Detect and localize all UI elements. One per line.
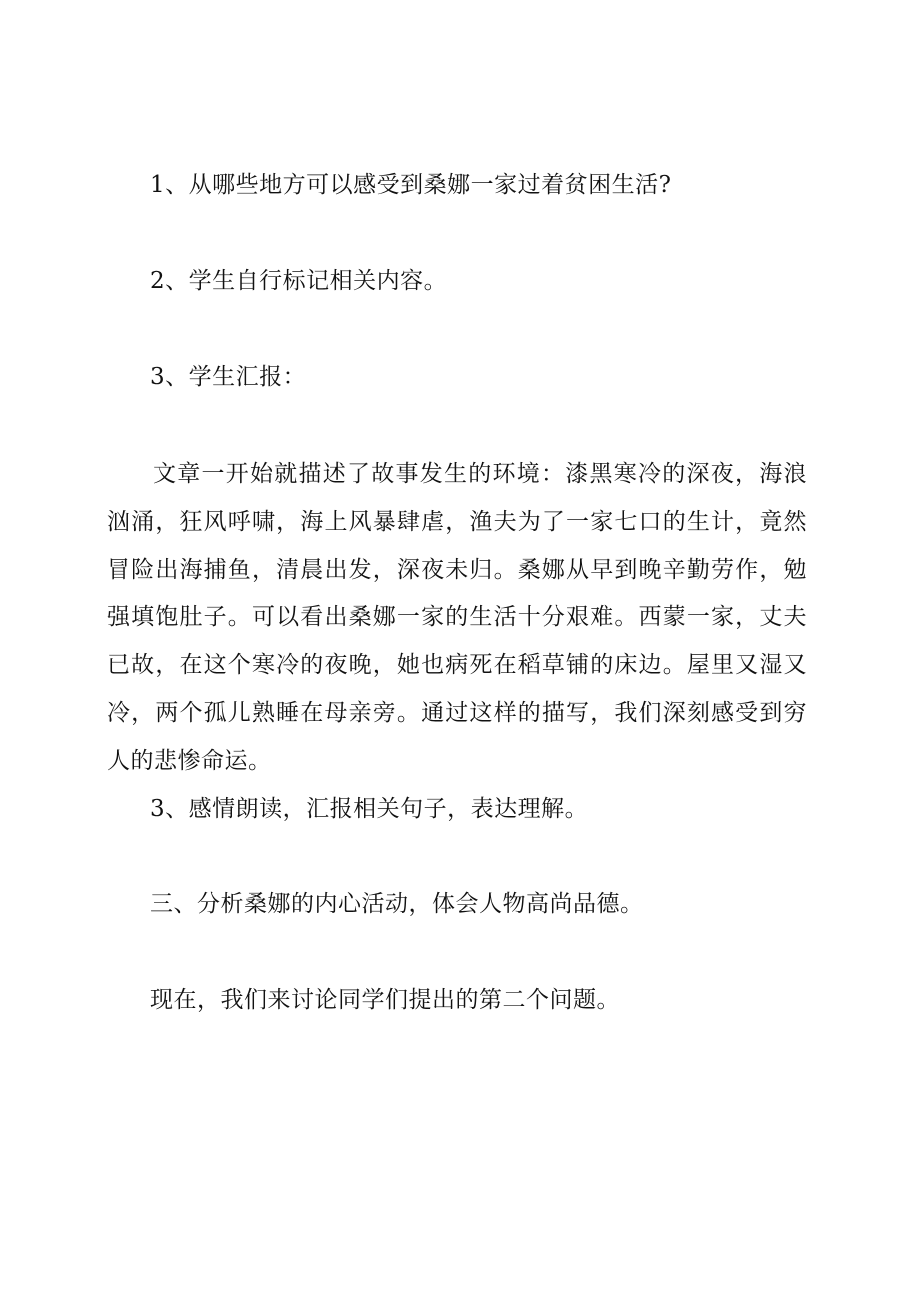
instruction-line-3: 3、学生汇报： (150, 364, 307, 390)
section-heading: 三、分析桑娜的内心活动，体会人物高尚品德。 (150, 891, 644, 917)
question-line-1: 1、从哪些地方可以感受到桑娜一家过着贫困生活? (150, 172, 672, 198)
body-paragraph: 文章一开始就描述了故事发生的环境：漆黑寒冷的深夜，海浪汹涌，狂风呼啸，海上风暴肆虐，渔夫为了一家七口的生计，竟然冒险出海捕鱼，清晨出发，深夜未归。桑娜从早到晚辛勤劳作，勉强填饱肚子。可以看出桑娜一家的生活十分艰难。西蒙一家，丈夫已故，在这个寒冷的夜晚，她也病死在稻草铺的床边。屋里又湿又冷，两个孤儿熟睡在母亲旁。通过这样的描写，我们深刻感受到穷人的悲惨命运。 (107, 461, 807, 774)
instruction-line-2: 2、学生自行标记相关内容。 (150, 268, 448, 294)
closing-line: 现在，我们来讨论同学们提出的第二个问题。 (150, 987, 620, 1013)
instruction-line-4: 3、感情朗读，汇报相关句子，表达理解。 (150, 796, 589, 822)
